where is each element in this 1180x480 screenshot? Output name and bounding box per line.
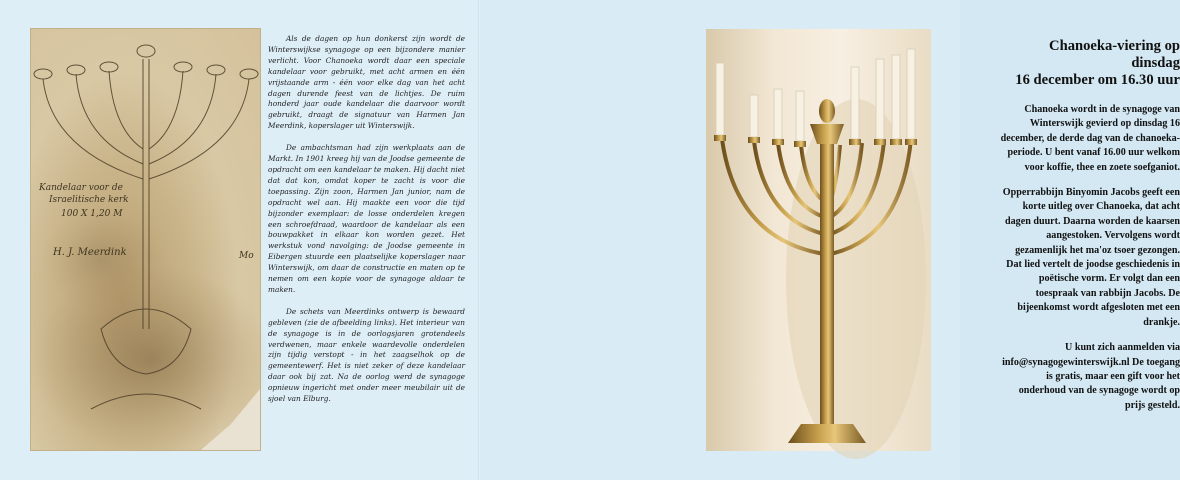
sketch-edge-mark: Mo	[239, 251, 254, 261]
sketch-caption-line2: Israelitische kerk	[49, 195, 129, 205]
menorah-sketch-drawing	[31, 29, 260, 450]
sketch-caption-line1: Kandelaar voor de	[39, 183, 123, 193]
history-paragraph-3: De schets van Meerdinks ontwerp is bewaard gebleven (zie de afbeelding links). Het interieur van de synagoge is in de oorlogsjaren grotendeels verdwenen, maar enkele waardevolle onderdelen zijn tijdig verstopt - in het zaagselhok op de gemeentewerf. Het is niet zeker of deze kandelaar daar ook bij zat. Na de oorlog werd de synagoge opnieuw ingericht met onder meer meubilair uit de sjoel van Elburg.	[268, 306, 465, 404]
left-page	[0, 0, 480, 480]
sketch-signature: H. J. Meerdink	[53, 247, 127, 258]
event-title-line1: Chanoeka-viering op dinsdag	[1049, 38, 1180, 71]
sketch-caption-line3: 100 X 1,20 M	[61, 209, 123, 219]
menorah-photo	[706, 29, 931, 451]
event-title-line2: 16 december om 16.30 uur	[1015, 72, 1180, 88]
history-paragraph-1: Als de dagen op hun donkerst zijn wordt de Winterswijkse synagoge op een bijzondere manier verlicht. Voor Chanoeka wordt daar een speciale kandelaar voor gebruikt, met acht armen en één vrijstaande arm - één voor elke dag van het acht dagen durende feest van de lichtjes. De ruim honderd jaar oude kandelaar die daarvoor wordt gebruikt, draagt de signatuur van Harmen Jan Meerdink, koperslager uit Winterswijk.	[268, 34, 465, 131]
event-announcement	[1000, 38, 1180, 424]
menorah-photo-drawing	[706, 29, 931, 451]
event-paragraph-3: U kunt zich aanmelden via info@synagogewinterswijk.nl De toegang is gratis, maar een gift voor het onderhoud van de synagoge wordt op prijs gesteld.	[1002, 342, 1180, 411]
history-article	[268, 34, 465, 416]
menorah-sketch-image	[31, 29, 260, 450]
history-paragraph-2: De ambachtsman had zijn werkplaats aan de Markt. In 1901 kreeg hij van de Joodse gemeente de opdracht om een kandelaar te maken. Hij dacht niet dat dat kon, omdat koper te zacht is voor die toepassing. Zijn zoon, Harmen Jan junior, nam de opdracht wel aan. Hij maakte een voor die tijd bijzonder exemplaar: de losse onderdelen kregen een schroefdraad, waardoor de kandelaar als een bouwpakket in elkaar kon worden gezet. Het werkstuk vond navolging: de Joodse gemeente in Eibergen stuurde een plaatselijke koperslager naar Winterswijk, om daar de constructie en maten op te nemen om een kopie voor de synagoge aldaar te maken.	[268, 143, 465, 294]
event-paragraph-1: Chanoeka wordt in de synagoge van Winterswijk gevierd op dinsdag 16 december, de derde dag van de chanoeka-periode. U bent vanaf 16.00 uur welkom voor koffie, thee en zoete soefganiot.	[1000, 104, 1180, 173]
event-title	[1000, 38, 1180, 89]
event-paragraph-2: Opperrabbijn Binyomin Jacobs geeft een korte uitleg over Chanoeka, dat acht dagen duurt. Daarna worden de kaarsen aangestoken. Vervolgens wordt gezamenlijk het ma'oz tsoer gezongen. Dat lied vertelt de joodse geschiedenis in poëtische vorm. Er volgt dan een toespraak van rabbijn Jacobs. De bijeenkomst wordt afgesloten met een drankje.	[1002, 187, 1180, 328]
